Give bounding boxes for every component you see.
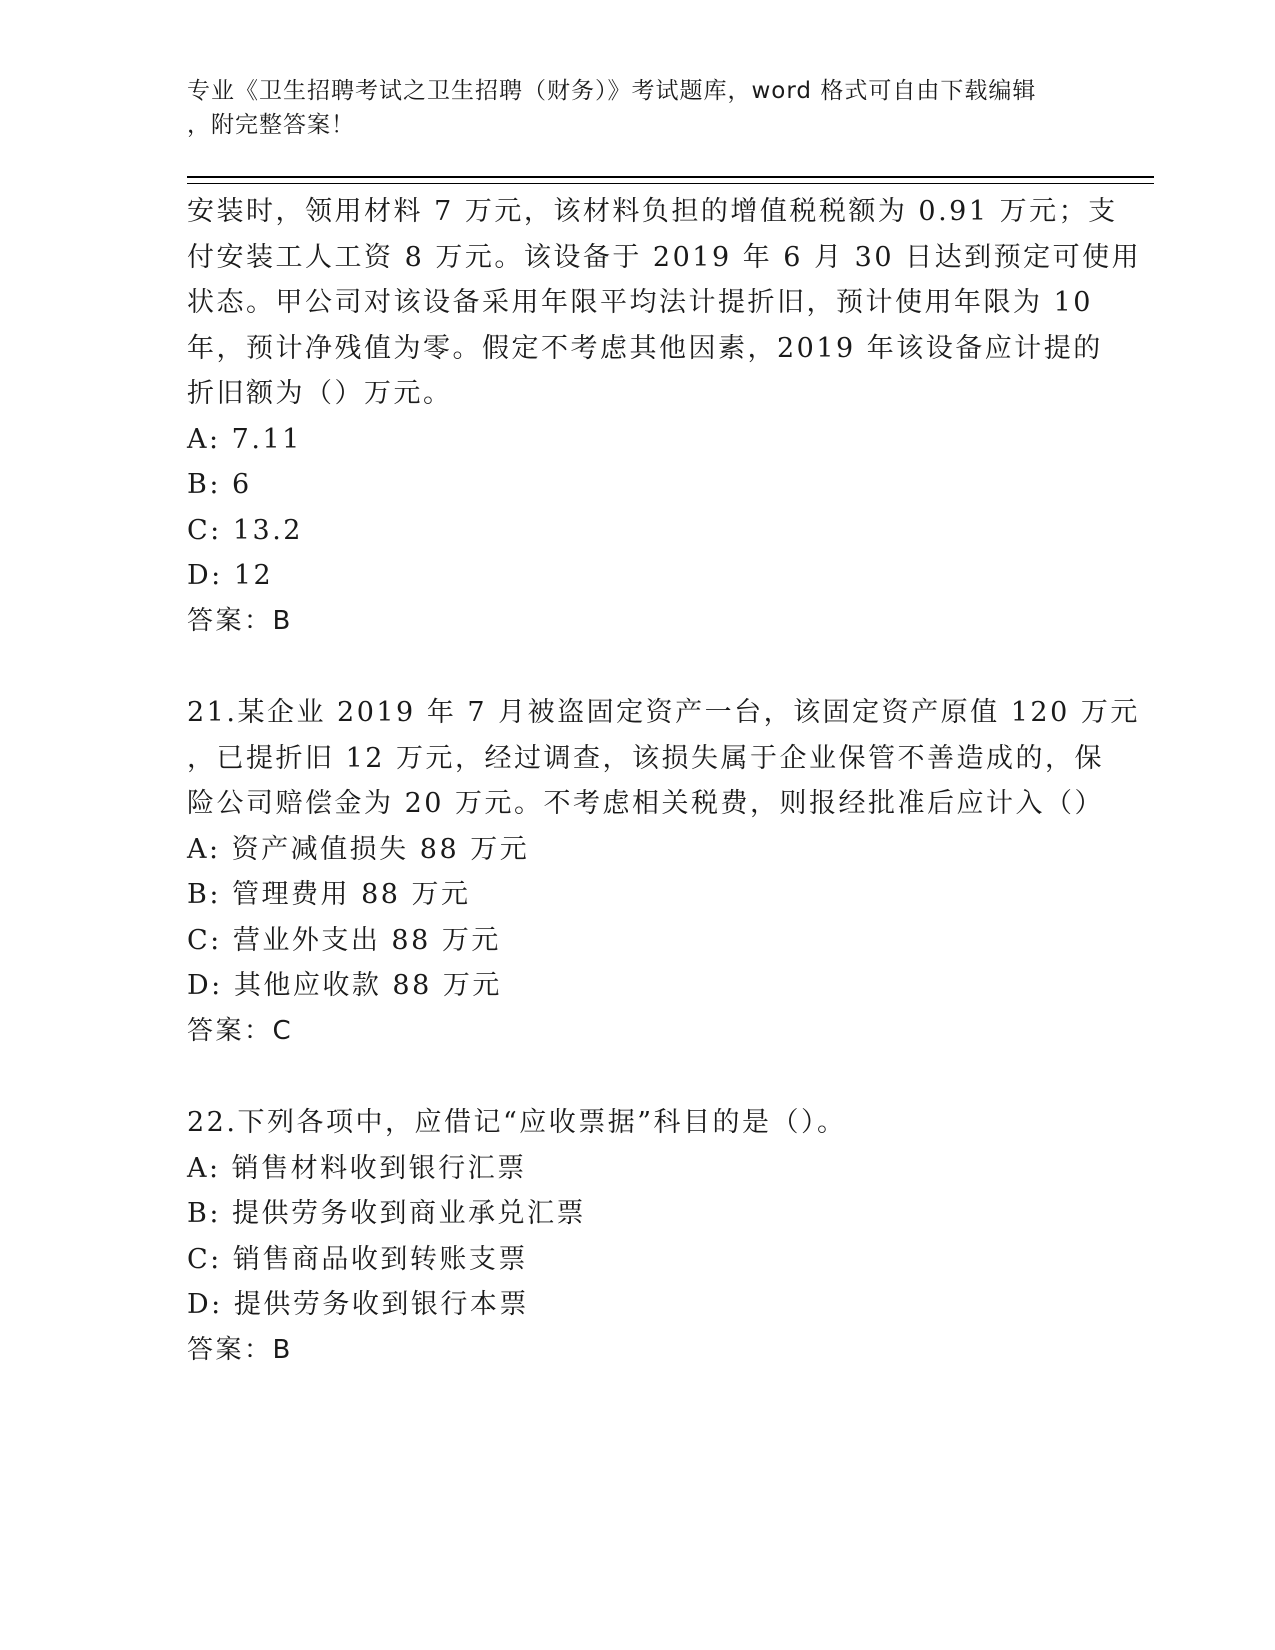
answer-label: 答案：B: [187, 605, 293, 636]
option-a: A: 资产减值损失 88 万元: [187, 833, 530, 865]
answer-label: 答案：C: [187, 1015, 294, 1046]
option-a: A: 7.11: [187, 423, 302, 455]
question-text-line: 状态。甲公司对该设备采用年限平均法计提折旧，预计使用年限为 10: [187, 287, 1093, 318]
question-text-line: 21.某企业 2019 年 7 月被盗固定资产一台，该固定资产原值 120 万元: [187, 697, 1140, 728]
question-text-line: 22.下列各项中，应借记“应收票据”科目的是（）。: [187, 1107, 847, 1138]
option-b: B: 提供劳务收到商业承兑汇票: [187, 1198, 587, 1229]
question-text-line: 险公司赔偿金为 20 万元。不考虑相关税费，则报经批准后应计入（）: [187, 788, 1105, 819]
question-22: [187, 1100, 1087, 1373]
option-d: D: 其他应收款 88 万元: [187, 970, 502, 1001]
header-line-1: 专业《卫生招聘考试之卫生招聘（财务）》考试题库，word 格式可自由下载编辑: [187, 78, 1037, 104]
document-header: [187, 74, 1067, 142]
option-b: B: 6: [187, 469, 252, 500]
option-b: B: 管理费用 88 万元: [187, 879, 471, 910]
option-a: A: 销售材料收到银行汇票: [187, 1152, 527, 1184]
question-text-line: 年，预计净残值为零。假定不考虑其他因素，2019 年该设备应计提的: [187, 332, 1103, 364]
question-text-line: 折旧额为（）万元。: [187, 378, 453, 409]
question-21: [187, 690, 1140, 1054]
header-divider-thin: [187, 183, 1154, 184]
question-text-line: ，已提折旧 12 万元，经过调查，该损失属于企业保管不善造成的，保: [187, 742, 1105, 774]
option-c: C: 营业外支出 88 万元: [187, 924, 501, 956]
header-divider-thick: [187, 176, 1154, 178]
option-c: C: 13.2: [187, 514, 303, 546]
option-c: C: 销售商品收到转账支票: [187, 1243, 528, 1275]
option-d: D: 提供劳务收到银行本票: [187, 1289, 529, 1320]
continued-question: [187, 189, 1142, 644]
header-line-2: ，附完整答案！: [187, 112, 355, 138]
question-text-line: 付安装工人工资 8 万元。该设备于 2019 年 6 月 30 日达到预定可使用: [187, 241, 1142, 273]
question-text-line: 安装时，领用材料 7 万元，该材料负担的增值税税额为 0.91 万元；支: [187, 196, 1118, 227]
answer-label: 答案：B: [187, 1334, 293, 1365]
option-d: D: 12: [187, 560, 274, 591]
